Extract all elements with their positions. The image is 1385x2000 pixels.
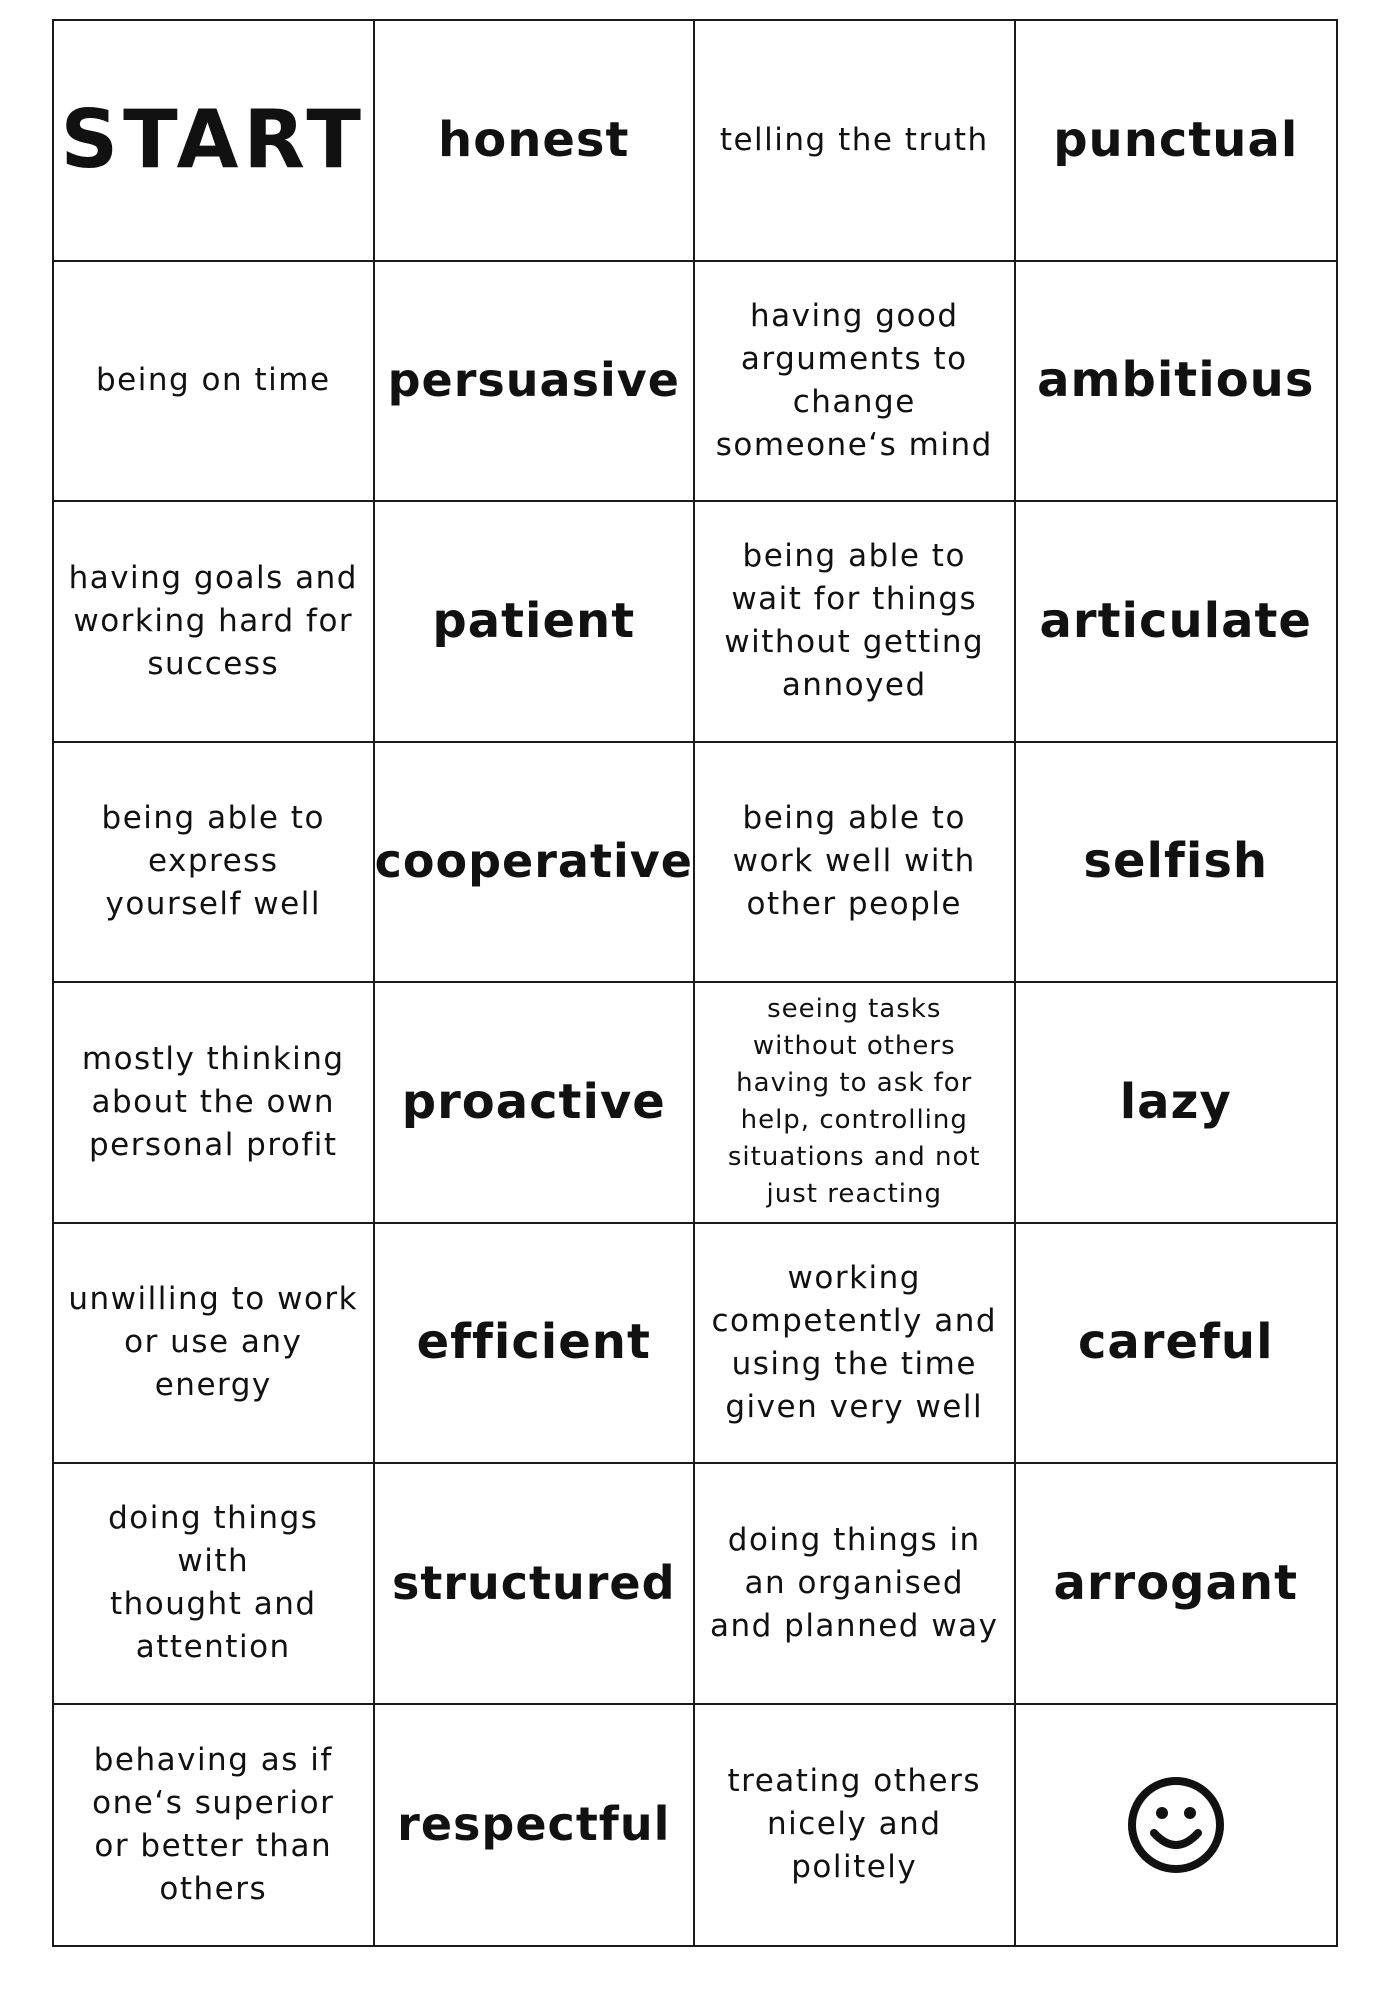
card-ambitious [1016, 262, 1337, 503]
card-treating-others-nicely [695, 1705, 1016, 1946]
card-definition: being able to wait for things without getting annoyed [724, 538, 985, 704]
card-definition: being able to express yourself well [101, 800, 325, 923]
card-having-good-arguments [695, 262, 1016, 503]
card-word: punctual [1053, 111, 1299, 168]
card-start [54, 21, 375, 262]
card-work-well-with-others [695, 743, 1016, 984]
card-definition: doing things in an organised and planned way [709, 1521, 999, 1644]
card-selfish [1016, 743, 1337, 984]
smiley-face-icon [1126, 1775, 1226, 1875]
card-structured [375, 1464, 696, 1705]
card-definition: telling the truth [719, 121, 989, 158]
card-definition: having goals and working hard for success [68, 559, 358, 682]
card-own-personal-profit [54, 983, 375, 1224]
card-honest [375, 21, 696, 262]
card-unwilling-to-work [54, 1224, 375, 1465]
card-articulate [1016, 502, 1337, 743]
card-proactive [375, 983, 696, 1224]
card-definition: working competently and using the time given very well [711, 1259, 998, 1425]
card-definition: treating others nicely and politely [727, 1763, 981, 1886]
card-having-goals [54, 502, 375, 743]
card-finish [1016, 1705, 1337, 1946]
card-word: START [60, 93, 366, 187]
card-definition: behaving as if one‘s superior or better than others [92, 1741, 335, 1907]
card-punctual [1016, 21, 1337, 262]
card-thought-and-attention [54, 1464, 375, 1705]
card-word: cooperative [374, 834, 693, 889]
card-word: patient [432, 592, 636, 649]
card-definition: unwilling to work or use any energy [68, 1281, 359, 1404]
card-efficient [375, 1224, 696, 1465]
card-persuasive [375, 262, 696, 503]
card-word: persuasive [387, 353, 680, 408]
card-word: proactive [401, 1073, 666, 1130]
card-definition: doing things with thought and attention [108, 1500, 319, 1666]
card-word: careful [1077, 1314, 1274, 1371]
card-seeing-tasks [695, 983, 1016, 1224]
card-respectful [375, 1705, 696, 1946]
card-definition: being on time [95, 362, 331, 399]
card-word: selfish [1083, 833, 1269, 890]
card-definition: being able to work well with other people [732, 800, 976, 923]
card-word: structured [391, 1555, 676, 1610]
card-superior [54, 1705, 375, 1946]
card-patient [375, 502, 696, 743]
card-word: lazy [1119, 1073, 1232, 1130]
card-organised-and-planned [695, 1464, 1016, 1705]
card-word: articulate [1039, 592, 1312, 649]
card-definition: seeing tasks without others having to ask for help, controlling situations and not just reacting [727, 994, 981, 1210]
card-lazy [1016, 983, 1337, 1224]
domino-card-grid [52, 19, 1338, 1947]
card-word: efficient [416, 1314, 651, 1371]
card-word: respectful [397, 1797, 671, 1852]
card-being-able-to-wait [695, 502, 1016, 743]
card-telling-the-truth [695, 21, 1016, 262]
card-careful [1016, 1224, 1337, 1465]
card-working-competently [695, 1224, 1016, 1465]
card-word: ambitious [1037, 352, 1315, 409]
card-arrogant [1016, 1464, 1337, 1705]
card-being-on-time [54, 262, 375, 503]
card-express-yourself [54, 743, 375, 984]
card-word: honest [438, 111, 630, 168]
card-word: arrogant [1053, 1554, 1299, 1611]
card-cooperative [375, 743, 696, 984]
card-definition: mostly thinking about the own personal profit [81, 1040, 345, 1163]
card-definition: having good arguments to change someone‘s mind [715, 297, 993, 463]
